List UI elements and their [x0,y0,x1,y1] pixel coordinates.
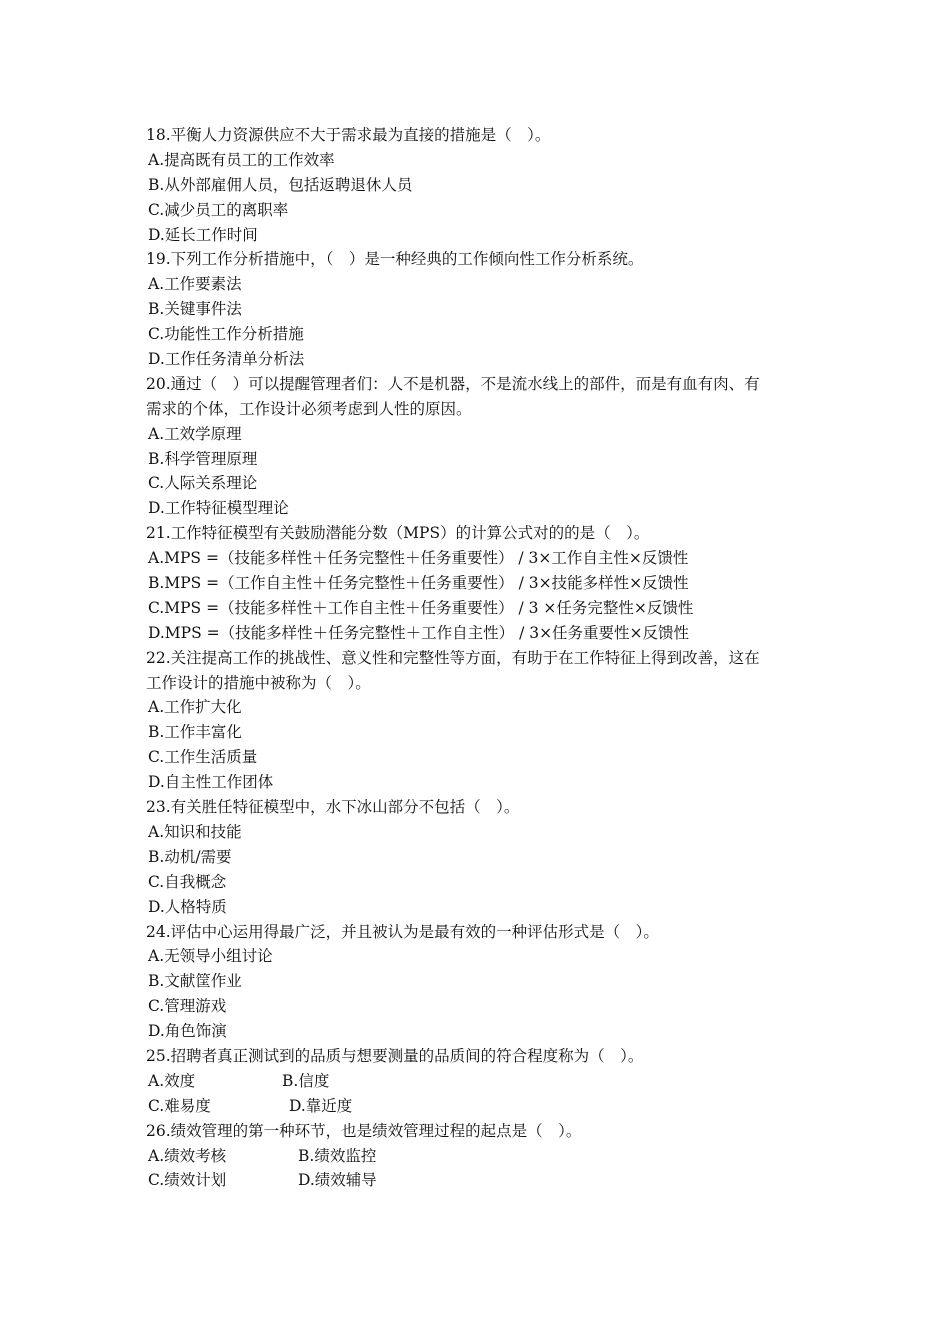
question-23-option-a: A.知识和技能 [148,822,242,841]
question-21-option-b: B.MPS =（工作自主性＋任务完整性＋任务重要性） / 3×技能多样性×反馈性 [148,574,689,593]
question-19-option-d: D.工作任务清单分析法 [148,350,305,369]
question-20-option-c: C.人际关系理论 [148,474,258,493]
question-25-option-a: A.效度 [148,1071,196,1090]
question-23-option-c: C.自我概念 [148,872,227,891]
question-19-option-c: C.功能性工作分析措施 [148,325,304,344]
question-18-option-a: A.提高既有员工的工作效率 [148,150,335,169]
question-26-option-d: D.绩效辅导 [298,1171,377,1190]
question-26-options-row-1 [148,1144,816,1169]
question-23-text: 23.有关胜任特征模型中，水下冰山部分不包括（ ）。 [146,798,520,817]
question-24-text: 24.评估中心运用得最广泛，并且被认为是最有效的一种评估形式是（ ）。 [146,922,659,941]
question-20-option-d: D.工作特征模型理论 [148,499,289,518]
question-25-option-d: D.靠近度 [289,1096,353,1115]
question-18-option-d: D.延长工作时间 [148,225,258,244]
question-20-text-line-2: 需求的个体，工作设计必须考虑到人性的原因。 [146,399,472,418]
question-22-option-c: C.工作生活质量 [148,748,258,767]
question-20-option-b: B.科学管理原理 [148,449,258,468]
question-22-option-b: B.工作丰富化 [148,723,242,742]
question-20-option-a: A.工效学原理 [148,424,242,443]
question-24-option-c: C.管理游戏 [148,997,227,1016]
question-22-option-d: D.自主性工作团体 [148,773,274,792]
question-18-option-b: B.从外部雇佣人员，包括返聘退休人员 [148,175,413,194]
question-22-option-a: A.工作扩大化 [148,698,242,717]
question-25-options-row-1 [148,1069,816,1094]
question-19-option-b: B.关键事件法 [148,300,242,319]
question-25-text: 25.招聘者真正测试到的品质与想要测量的品质间的符合程度称为（ ）。 [146,1046,644,1065]
question-24-option-b: B.文献筐作业 [148,972,242,991]
question-18-text: 18.平衡人力资源供应不大于需求最为直接的措施是（ ）。 [146,126,551,144]
exam-questions [146,123,816,1193]
question-25-options-row-2 [148,1094,816,1119]
question-22-text-line-1: 22.关注提高工作的挑战性、意义性和完整性等方面，有助于在工作特征上得到改善，这在 [146,648,760,667]
question-25-option-c: C.难易度 [148,1096,211,1115]
question-26-options-row-2 [148,1168,816,1193]
question-21-option-d: D.MPS =（技能多样性＋任务完整性＋工作自主性） / 3×任务重要性×反馈性 [148,623,690,642]
question-24-option-d: D.角色饰演 [148,1022,227,1041]
question-26-option-c: C.绩效计划 [148,1171,227,1190]
question-19-option-a: A.工作要素法 [148,275,242,294]
question-19-text: 19.下列工作分析措施中，（ ）是一种经典的工作倾向性工作分析系统。 [146,250,644,269]
question-21-option-c: C.MPS =（技能多样性＋工作自主性＋任务重要性） / 3 ×任务完整性×反馈性 [148,598,694,617]
question-24-option-a: A.无领导小组讨论 [148,947,273,966]
question-26-text: 26.绩效管理的第一种环节，也是绩效管理过程的起点是（ ）。 [146,1121,582,1140]
question-23-option-d: D.人格特质 [148,897,227,916]
question-22-text-line-2: 工作设计的措施中被称为（ ）。 [146,673,371,692]
question-23-option-b: B.动机/需要 [148,847,232,866]
question-20-text-line-1: 20.通过（ ）可以提醒管理者们：人不是机器，不是流水线上的部件，而是有血有肉、有 [146,374,760,393]
question-25-option-b: B.信度 [282,1071,330,1090]
question-21-option-a: A.MPS =（技能多样性＋任务完整性＋任务重要性） / 3×工作自主性×反馈性 [148,549,689,568]
question-18-option-c: C.减少员工的离职率 [148,200,289,219]
question-21-text: 21.工作特征模型有关鼓励潜能分数（MPS）的计算公式对的的是（ ）。 [146,524,650,543]
question-26-option-b: B.绩效监控 [298,1146,377,1165]
question-26-option-a: A.绩效考核 [148,1146,227,1165]
